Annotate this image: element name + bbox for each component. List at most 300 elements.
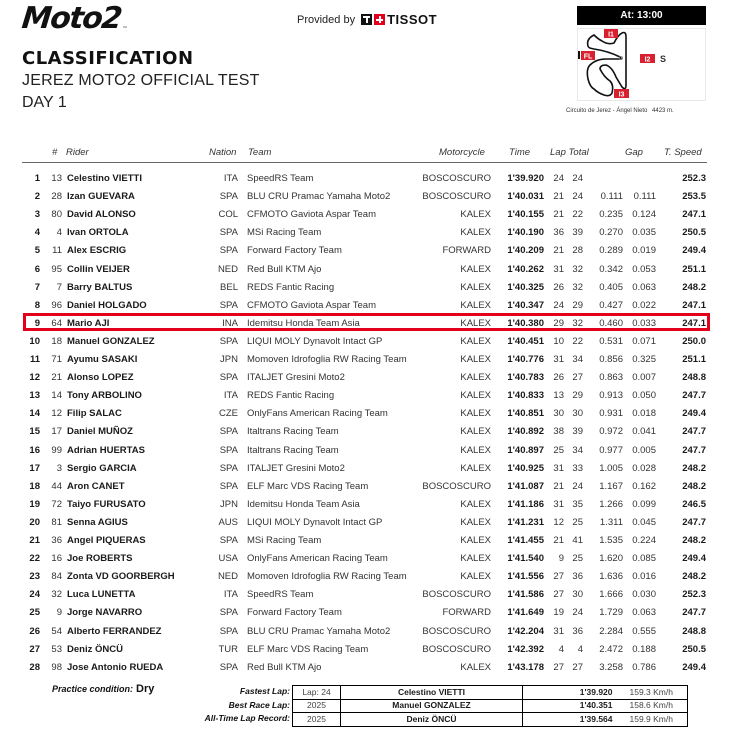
rider-position: 10 [29,335,40,347]
record-time: 1'39.920 [523,686,616,700]
rider-name: Filip SALAC [67,408,122,420]
gap-to-previous: 0.030 [632,589,656,601]
practice-condition [52,683,154,695]
total-laps: 22 [572,335,583,347]
gap-to-previous: 0.033 [632,317,656,329]
rider-nation: NED [217,263,238,275]
rider-team: LIQUI MOLY Dynavolt Intact GP [247,516,383,528]
total-laps: 24 [572,173,583,184]
total-laps: 27 [572,661,583,673]
table-row [22,206,710,224]
circuit-name: Circuito de Jerez - Ángel Nieto [566,108,648,114]
rider-position: 3 [34,209,40,221]
rider-nation: SPA [219,444,238,456]
rider-position: 1 [34,173,40,184]
total-laps: 29 [572,390,583,402]
rider-nation: USA [218,553,238,565]
rider-number: 32 [51,589,62,601]
col-header-time: Time [509,147,531,158]
rider-team: MSi Racing Team [247,535,322,546]
table-row [22,261,710,279]
best-lap-number: 10 [553,335,564,347]
gap-to-previous: 0.224 [632,535,656,546]
rider-name: Daniel HOLGADO [67,299,147,311]
record-rider: Manuel GONZALEZ [341,699,523,713]
record-row-all-time [293,713,688,727]
rider-team: SpeedRS Team [247,173,314,184]
rider-name: Sergio GARCIA [67,462,137,474]
rider-nation: AUS [218,516,238,528]
circuit-caption [566,108,674,114]
logo-text: Moto2 [20,1,123,36]
best-lap-number: 21 [553,480,564,492]
gap-to-previous: 0.019 [632,245,656,257]
top-speed: 247.1 [682,299,706,311]
gap-to-previous: 0.007 [632,372,656,384]
rider-name: Luca LUNETTA [67,589,136,601]
rider-nation: INA [222,317,238,329]
gap-to-first: 3.258 [599,661,623,673]
top-speed: 249.4 [682,245,706,257]
table-row [22,586,710,604]
gap-to-previous: 0.035 [632,227,656,239]
gap-to-previous: 0.162 [632,480,656,492]
rider-motorcycle: BOSCOSCURO [422,480,491,492]
col-header-gap: Gap [625,147,643,158]
best-lap-number: 21 [553,535,564,546]
lap-time: 1'40.209 [507,245,544,257]
lap-time: 1'41.586 [507,589,544,601]
top-speed: 247.7 [682,390,706,402]
rider-name: Alex ESCRIG [67,245,127,257]
lap-time: 1'40.925 [507,462,544,474]
total-laps: 28 [572,245,583,257]
rider-position: 9 [34,317,40,329]
rider-nation: SPA [219,245,238,257]
rider-position: 28 [29,661,40,673]
top-speed: 249.4 [682,553,706,565]
gap-to-first: 0.270 [599,227,623,239]
gap-to-previous: 0.045 [632,516,656,528]
rider-number: 81 [51,516,62,528]
top-speed: 247.1 [682,209,706,221]
rider-name: Alberto FERRANDEZ [67,625,162,637]
gap-to-first: 0.856 [599,354,623,365]
rider-name: Aron CANET [67,480,125,492]
top-speed: 250.0 [682,335,706,347]
record-speed: 158.6 Km/h [616,699,688,713]
table-row [22,532,710,550]
tissot-t-icon [361,14,372,25]
gap-to-first: 0.235 [599,209,623,221]
rider-team: BLU CRU Pramac Yamaha Moto2 [247,625,391,637]
table-row [22,170,710,188]
rider-position: 25 [29,607,40,619]
record-label-all-time: All-Time Lap Record: [204,713,290,723]
top-speed: 247.7 [682,444,706,456]
top-speed: 248.2 [682,480,706,492]
lap-time: 1'41.556 [507,571,544,583]
total-laps: 24 [572,607,583,619]
trademark-icon: ™ [122,25,127,30]
rider-number: 53 [51,643,62,655]
rider-team: OnlyFans American Racing Team [247,408,388,420]
rider-team: SpeedRS Team [247,589,314,601]
top-speed: 247.7 [682,516,706,528]
best-lap-number: 25 [553,444,564,456]
lap-time: 1'42.204 [507,625,544,637]
sector-i3-label: I3 [618,91,625,99]
rider-position: 7 [34,281,40,293]
lap-time: 1'40.380 [507,317,544,329]
records-table [292,685,688,727]
gap-to-previous: 0.099 [632,498,656,510]
table-row [22,604,710,622]
rider-motorcycle: KALEX [460,372,491,384]
rider-position: 5 [34,245,40,257]
best-lap-number: 29 [553,317,564,329]
best-lap-number: 31 [553,263,564,275]
best-lap-number: 21 [553,191,564,203]
table-row [22,423,710,441]
best-lap-number: 19 [553,607,564,619]
col-header-team: Team [248,147,272,158]
rider-name: Mario AJI [67,317,110,329]
rider-team: Forward Factory Team [247,245,342,257]
rider-motorcycle: KALEX [460,335,491,347]
total-laps: 32 [572,281,583,293]
rider-team: CFMOTO Gaviota Aspar Team [247,299,376,311]
best-lap-number: 31 [553,354,564,365]
rider-name: Collin VEIJER [67,263,130,275]
gap-to-first: 1.005 [599,462,623,474]
rider-team: Idemitsu Honda Team Asia [247,498,360,510]
record-time: 1'40.351 [523,699,616,713]
sector-fl-label: FL [583,53,593,61]
gap-to-previous: 0.063 [632,281,656,293]
rider-motorcycle: KALEX [460,263,491,275]
rider-motorcycle: BOSCOSCURO [422,643,491,655]
table-row [22,478,710,496]
rider-nation: ITA [223,173,238,184]
best-lap-number: 26 [553,281,564,293]
rider-nation: JPN [220,354,238,365]
lap-time: 1'40.897 [507,444,544,456]
gap-to-previous: 0.041 [632,426,656,438]
rider-position: 14 [29,408,40,420]
rider-nation: NED [217,571,238,583]
session-time: At: 13:00 [577,6,706,25]
total-laps: 36 [572,571,583,583]
record-label-fastest: Fastest Lap: [239,686,290,696]
rider-nation: TUR [218,643,238,655]
gap-to-first: 0.977 [599,444,623,456]
rider-motorcycle: FORWARD [442,607,491,619]
circuit-length: 4423 m. [652,108,674,114]
best-lap-number: 12 [553,516,564,528]
record-speed: 159.3 Km/h [616,686,688,700]
total-laps: 34 [572,444,583,456]
rider-nation: SPA [219,661,238,673]
gap-to-first: 0.427 [599,299,623,311]
lap-time: 1'40.155 [507,209,544,221]
rider-name: Ayumu SASAKI [67,354,138,365]
rider-motorcycle: KALEX [460,299,491,311]
gap-to-previous: 0.085 [632,553,656,565]
col-header-lap-total: Lap Total [550,147,589,158]
rider-number: 9 [56,607,62,619]
best-lap-number: 21 [553,245,564,257]
total-laps: 33 [572,462,583,474]
rider-position: 11 [29,354,40,365]
rider-position: 8 [34,299,40,311]
table-row [22,351,710,369]
rider-position: 19 [29,498,40,510]
record-lap: 2025 [293,713,341,727]
best-lap-number: 36 [553,227,564,239]
gap-to-previous: 0.786 [632,661,656,673]
total-laps: 41 [572,535,583,546]
total-laps: 35 [572,498,583,510]
rider-name: Angel PIQUERAS [67,535,146,546]
rider-team: REDS Fantic Racing [247,281,335,293]
rider-position: 23 [29,571,40,583]
table-row [22,496,710,514]
gap-to-previous: 0.022 [632,299,656,311]
rider-name: Jose Antonio RUEDA [67,661,164,673]
best-lap-number: 21 [553,209,564,221]
rider-number: 12 [51,408,62,420]
rider-name: Alonso LOPEZ [67,372,134,384]
rider-motorcycle: KALEX [460,498,491,510]
rider-nation: BEL [220,281,238,293]
rider-team: LIQUI MOLY Dynavolt Intact GP [247,335,383,347]
lap-time: 1'40.783 [507,372,544,384]
lap-time: 1'39.920 [507,173,544,184]
page-title: CLASSIFICATION [22,48,194,69]
record-lap: Lap: 24 [293,686,341,700]
gap-to-first: 0.931 [599,408,623,420]
rider-number: 99 [51,444,62,456]
table-row [22,224,710,242]
best-lap-number: 27 [553,589,564,601]
rider-position: 20 [29,516,40,528]
rider-nation: SPA [219,625,238,637]
lap-time: 1'41.540 [507,553,544,565]
rider-number: 54 [51,625,62,637]
rider-team: Momoven Idrofoglia RW Racing Team [247,354,407,365]
speed-trap-label: S [660,54,667,64]
gap-to-previous: 0.124 [632,209,656,221]
best-lap-number: 38 [553,426,564,438]
rider-nation: SPA [219,191,238,203]
lap-time: 1'40.325 [507,281,544,293]
table-row [22,297,710,315]
gap-to-first: 2.284 [599,625,623,637]
table-row [22,514,710,532]
gap-to-first: 1.620 [599,553,623,565]
gap-to-previous: 0.050 [632,390,656,402]
rider-motorcycle: BOSCOSCURO [422,191,491,203]
provided-by-label: Provided by [297,13,356,26]
gap-to-previous: 0.325 [632,354,656,365]
rider-number: 11 [52,245,62,257]
rider-nation: ITA [223,390,238,402]
gap-to-previous: 0.018 [632,408,656,420]
rider-number: 80 [51,209,62,221]
rider-number: 28 [51,191,62,203]
rider-position: 15 [29,426,40,438]
total-laps: 24 [572,480,583,492]
event-name: JEREZ MOTO2 OFFICIAL TEST [22,72,260,89]
gap-to-first: 0.342 [599,263,623,275]
top-speed: 248.2 [682,281,706,293]
header-divider [22,162,707,163]
table-row [22,550,710,568]
rider-name: Deniz ÖNCÜ [67,643,123,655]
gap-to-first: 0.863 [599,372,623,384]
rider-nation: SPA [219,227,238,239]
rider-number: 7 [56,281,62,293]
lap-time: 1'42.392 [507,643,544,655]
rider-name: Tony ARBOLINO [67,390,142,402]
table-row [22,659,710,677]
record-rider: Deniz ÖNCÜ [341,713,523,727]
rider-nation: SPA [219,426,238,438]
table-row [22,369,710,387]
total-laps: 4 [577,643,583,655]
track-map [577,28,706,101]
rider-team: Italtrans Racing Team [247,426,339,438]
rider-team: MSi Racing Team [247,227,322,239]
rider-name: Zonta VD GOORBERGH [67,571,175,583]
table-row [22,315,710,333]
rider-number: 18 [51,335,62,347]
rider-name: Joe ROBERTS [67,553,133,565]
gap-to-first: 0.913 [599,390,623,402]
rider-name: David ALONSO [67,209,136,221]
rider-team: CFMOTO Gaviota Aspar Team [247,209,376,221]
record-rider: Celestino VIETTI [341,686,523,700]
condition-value: Dry [136,683,155,695]
rider-motorcycle: FORWARD [442,245,491,257]
col-header-pos: # [52,147,58,158]
rider-position: 16 [29,444,40,456]
rider-position: 21 [29,535,40,546]
rider-name: Adrian HUERTAS [67,444,145,456]
rider-motorcycle: KALEX [460,444,491,456]
rider-nation: SPA [219,299,238,311]
lap-time: 1'40.833 [507,390,544,402]
lap-time: 1'40.451 [507,335,544,347]
rider-motorcycle: KALEX [460,553,491,565]
total-laps: 22 [572,209,583,221]
rider-number: 4 [56,227,62,239]
top-speed: 251.1 [682,263,706,275]
gap-to-first: 0.460 [599,317,623,329]
lap-time: 1'40.776 [507,354,544,365]
gap-to-first: 1.666 [599,589,623,601]
best-lap-number: 31 [553,498,564,510]
sponsor-credit [297,12,437,27]
table-row [22,242,710,260]
rider-nation: SPA [219,535,238,546]
rider-motorcycle: KALEX [460,516,491,528]
gap-to-previous: 0.028 [632,462,656,474]
rider-name: Senna AGIUS [67,516,128,528]
total-laps: 24 [572,191,583,203]
table-row [22,333,710,351]
record-labels [190,685,290,726]
rider-number: 71 [51,354,62,365]
top-speed: 248.2 [682,535,706,546]
gap-to-previous: 0.016 [632,571,656,583]
total-laps: 32 [572,317,583,329]
lap-time: 1'40.190 [507,227,544,239]
rider-name: Jorge NAVARRO [67,607,143,619]
gap-to-first: 1.266 [599,498,623,510]
rider-team: ITALJET Gresini Moto2 [247,462,345,474]
col-header-motorcycle: Motorcycle [439,147,485,158]
rider-motorcycle: KALEX [460,661,491,673]
total-laps: 25 [572,553,583,565]
rider-number: 16 [51,553,62,565]
rider-team: Italtrans Racing Team [247,444,339,456]
top-speed: 249.4 [682,661,706,673]
table-row [22,641,710,659]
total-laps: 29 [572,299,583,311]
rider-nation: ITA [223,589,238,601]
table-row [22,405,710,423]
top-speed: 251.1 [682,354,706,365]
rider-team: Forward Factory Team [247,607,342,619]
total-laps: 39 [572,227,583,239]
rider-team: REDS Fantic Racing [247,390,335,402]
rider-name: Ivan ORTOLA [67,227,129,239]
rider-name: Taiyo FURUSATO [67,498,146,510]
rider-motorcycle: KALEX [460,408,491,420]
table-row [22,442,710,460]
gap-to-first: 0.289 [599,245,623,257]
best-lap-number: 31 [553,462,564,474]
condition-label: Practice condition: [52,684,134,694]
rider-team: BLU CRU Pramac Yamaha Moto2 [247,191,391,203]
gap-to-first: 1.636 [599,571,623,583]
gap-to-first: 1.167 [599,480,623,492]
gap-to-first: 1.311 [599,516,623,528]
rider-number: 95 [51,263,62,275]
total-laps: 25 [572,516,583,528]
lap-time: 1'40.347 [507,299,544,311]
top-speed: 246.5 [682,498,706,510]
top-speed: 252.3 [682,173,706,184]
top-speed: 247.7 [682,607,706,619]
table-row [22,387,710,405]
best-lap-number: 27 [553,571,564,583]
rider-number: 98 [51,661,62,673]
col-header-nation: Nation [209,147,237,158]
gap-to-previous: 0.188 [632,643,656,655]
lap-time: 1'43.178 [507,661,544,673]
total-laps: 32 [572,263,583,275]
gap-to-first: 0.405 [599,281,623,293]
sector-i1-label: I1 [608,31,614,39]
total-laps: 36 [572,625,583,637]
tissot-cross-icon [374,14,385,25]
rider-nation: COL [218,209,238,221]
rider-team: ITALJET Gresini Moto2 [247,372,345,384]
best-lap-number: 26 [553,372,564,384]
